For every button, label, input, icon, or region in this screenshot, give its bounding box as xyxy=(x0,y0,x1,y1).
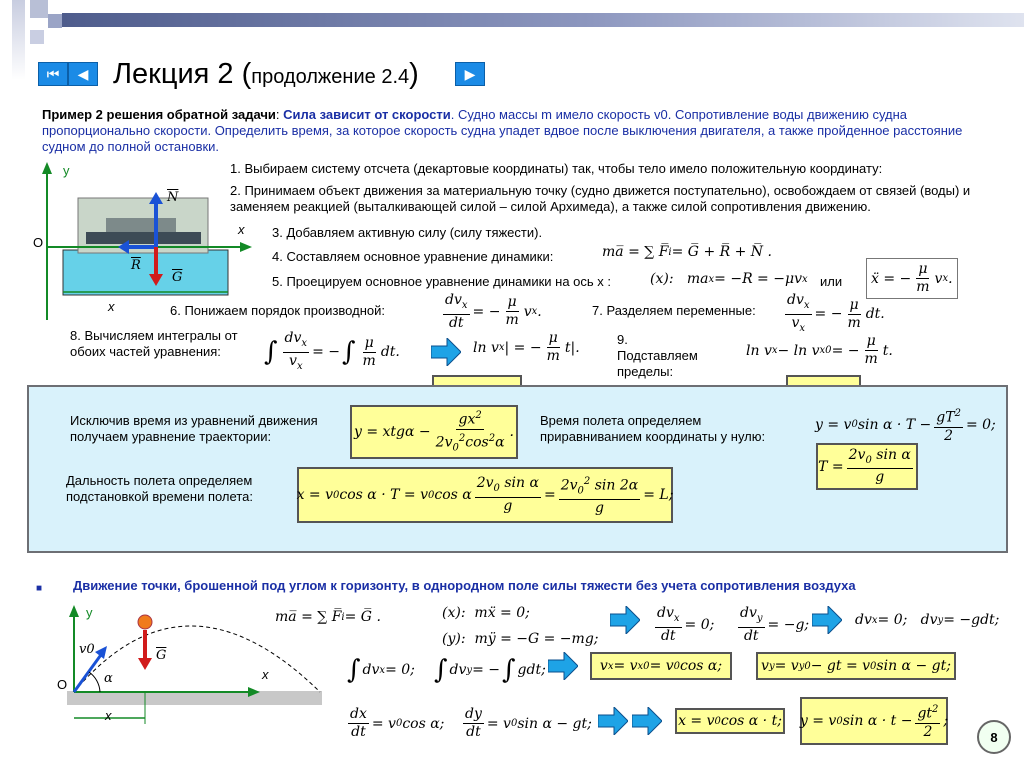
g-arrowhead xyxy=(138,658,152,670)
y-zero-formula: y = v 0 sin α · T − $\frac{gT^2}{2}$ = 0; xyxy=(815,405,996,445)
page-number-badge: 8 xyxy=(977,720,1011,754)
header-bar xyxy=(62,13,1024,27)
integral-vx: ∫ dv x = 0; xyxy=(347,655,415,685)
dx-formula: $\frac{dx}{dt}$ = v 0 cos α; xyxy=(350,706,445,740)
step-5-or: или xyxy=(820,274,843,289)
force-r-label: $\overline{R}$ xyxy=(131,258,141,273)
range-text: Дальность полета определяем подстановкой времени полета: xyxy=(66,473,253,504)
v0-label: v0 xyxy=(79,642,95,657)
integral-formula: ∫ $\frac{dv_x}{v_x}$ = − ∫ $\frac{\mu}{m}$ dt. xyxy=(264,330,400,372)
first-icon: ⏮ xyxy=(46,65,60,82)
x-dimension-label: x xyxy=(108,299,115,314)
right-arrow-icon xyxy=(632,707,662,735)
right-arrow-icon xyxy=(431,338,461,366)
flight-time-text: Время полета определяем приравниванием координаты y нулю: xyxy=(540,413,766,444)
force-g-label: $\overline{G}$ xyxy=(172,270,183,285)
dvx-formula: $\frac{dv_x}{dt}$ = 0; xyxy=(657,605,715,644)
step-8: 8. Вычисляем интегралы от обоих частей уравнения: xyxy=(70,328,238,359)
y-position-formula: y = v 0 sin α · t − $\frac{gt^2}{2}$ ; xyxy=(800,697,948,745)
limits-formula: ln v x − ln v x0 = − $\frac{\mu}{m}$ t. xyxy=(746,333,893,367)
projection-x: (x): mẍ = 0; xyxy=(442,605,530,621)
range-formula: x = v 0 cos α · T = v 0 cos α $\frac{2v_0 \sin \alpha}{g}$ = $\frac{2v_0^2 \sin 2\alpha}{g}$ = L; xyxy=(297,467,673,523)
step-5: 5. Проецируем основное уравнение динамики на ось x : xyxy=(272,274,611,289)
right-arrow-icon xyxy=(610,606,640,634)
step-3: 3. Добавляем активную силу (силу тяжести). xyxy=(272,225,543,240)
origin-label: O xyxy=(33,235,44,250)
step-9: 9. Подставляем пределы: xyxy=(617,332,698,379)
ground xyxy=(67,691,322,705)
x-dimension-label: x xyxy=(105,708,112,723)
origin-label: O xyxy=(57,677,68,692)
axis-y-label: y xyxy=(63,163,70,178)
step-1: 1. Выбираем систему отсчета (декартовые координаты) так, чтобы тело имело положительную координату: xyxy=(230,161,883,176)
section-bullet: ■ xyxy=(36,583,43,594)
accel-formula: ẍ = − $\frac{\mu}{m}$ v x . xyxy=(866,258,958,299)
next-icon: ▶ xyxy=(464,65,476,82)
ship-hull xyxy=(86,232,201,244)
separate-formula: $\frac{dv_x}{v_x}$ = − $\frac{\mu}{m}$ dt. xyxy=(787,292,885,334)
corner-square xyxy=(48,14,62,28)
corner-square xyxy=(30,0,48,18)
differential-formula: dv x = 0; dv y = −gdt; xyxy=(855,612,1000,628)
problem-statement: Пример 2 решения обратной задачи: Сила зависит от скорости. Судно массы m имело скорость v0. Сопротивление воды движению судна пропорционально скорости. Определить время, за которое скорость судна упадет вдвое после выключения двигателя, а также пройденное расстояние судном до полной остановки. xyxy=(42,107,963,154)
prev-slide-button[interactable] xyxy=(68,62,98,86)
dynamics-equation-2: ma̅ = ∑ F̅ i = G̅ . xyxy=(275,609,381,625)
step-2: 2. Принимаем объект движения за материальную точку (судно движется поступательно), освобождаем от связей (воды) и заменяем реакцией (выталкивающей силой – силой Архимеда), а также силой сопротивления движению. xyxy=(230,183,971,214)
flight-time-formula: T = $\frac{2v_0 \sin \alpha}{g}$ xyxy=(816,443,918,490)
force-g-label: $\overline{G}$ xyxy=(156,648,167,663)
projection-equation: (x): ma x = −R = −μv x xyxy=(650,271,808,287)
corner-square xyxy=(30,30,44,44)
trajectory-formula: y = xtgα − $\frac{gx^2}{2v_0^2\cos^2\alpha}$ . xyxy=(350,405,518,459)
point-mass xyxy=(138,615,152,629)
right-arrow-icon xyxy=(812,606,842,634)
dy-formula: $\frac{dy}{dt}$ = v 0 sin α − gt; xyxy=(465,706,592,740)
angle-arc xyxy=(89,672,100,692)
water-rect xyxy=(63,250,228,295)
dvy-formula: $\frac{dv_y}{dt}$ = −g; xyxy=(740,605,810,644)
axis-y-label: y xyxy=(86,605,93,620)
alpha-label: α xyxy=(104,671,113,686)
axis-x-label: x xyxy=(262,667,269,682)
integral-result: ln v x | = − $\frac{\mu}{m}$ t|. xyxy=(473,330,580,364)
reduce-order-formula: $\frac{dv_x}{dt}$ = − $\frac{\mu}{m}$ v x . xyxy=(445,292,542,331)
section-heading: Движение точки, брошенной под углом к горизонту, в однородном поле силы тяжести без учета сопротивления воздуха xyxy=(73,578,856,593)
page-title: Лекция 2 (продолжение 2.4) xyxy=(113,58,419,90)
y-arrowhead xyxy=(42,162,52,174)
vy-formula: v y = v y0 − gt = v 0 sin α − gt; xyxy=(756,652,956,680)
right-arrow-icon xyxy=(548,652,578,680)
x-position-formula: x = v 0 cos α · t; xyxy=(675,708,785,734)
step-4: 4. Составляем основное уравнение динамики: xyxy=(272,249,554,264)
vx-formula: v x = v x0 = v 0 cos α; xyxy=(590,652,732,680)
axis-x-label: x xyxy=(238,222,245,237)
integral-vy: ∫ dv y = − ∫ gdt; xyxy=(434,655,546,685)
first-slide-button[interactable] xyxy=(38,62,68,86)
ship-diagram xyxy=(28,160,258,325)
corner-decoration-bar xyxy=(12,0,25,80)
force-n-label: $\overline{N}$ xyxy=(167,190,179,205)
trajectory-text: Исключив время из уравнений движения получаем уравнение траектории: xyxy=(70,413,318,444)
next-slide-button[interactable] xyxy=(455,62,485,86)
step-7: 7. Разделяем переменные: xyxy=(592,303,756,318)
prev-icon: ◀ xyxy=(77,65,89,82)
projection-y: (y): mÿ = −G = −mg; xyxy=(442,631,599,647)
dynamics-equation: ma̅ = ∑ F̅ i = G̅ + R̅ + N̅ . xyxy=(602,244,772,260)
x-arrowhead xyxy=(240,242,252,252)
ship-deck xyxy=(106,218,176,232)
right-arrow-icon xyxy=(598,707,628,735)
step-6: 6. Понижаем порядок производной: xyxy=(170,303,385,318)
y-arrowhead xyxy=(69,605,79,617)
